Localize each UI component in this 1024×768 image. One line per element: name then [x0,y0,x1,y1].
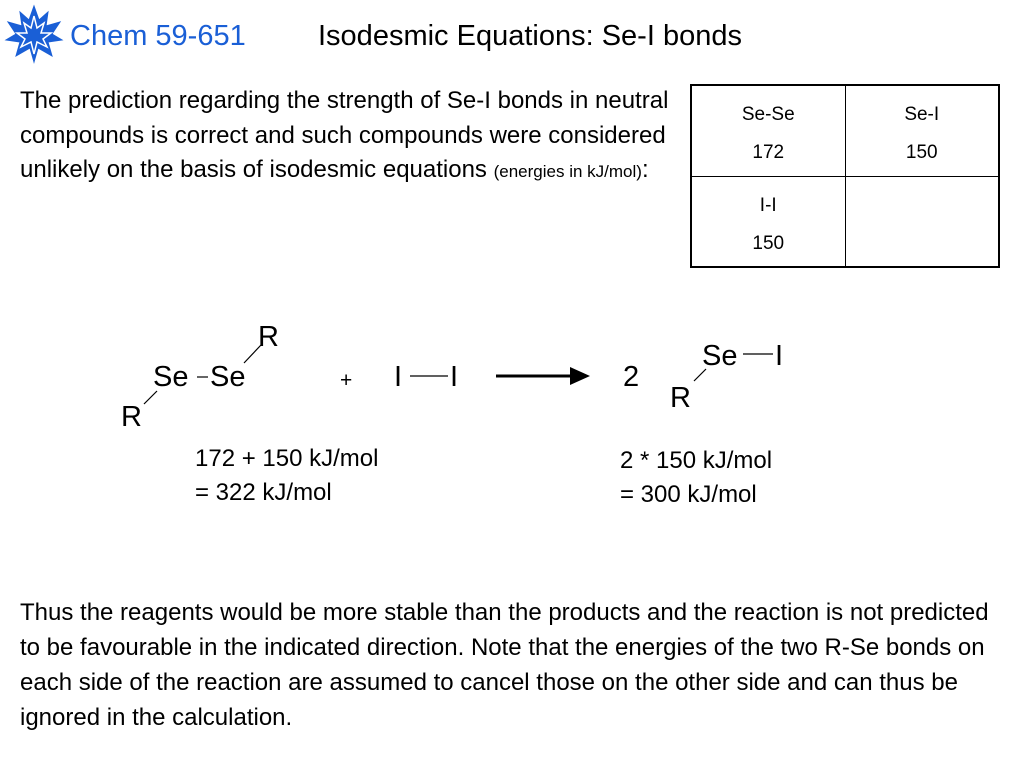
right-energy-sum [620,444,772,512]
left-energy-sum [195,442,378,510]
course-code: Chem 59-651 [70,20,246,52]
atom-i: I [394,361,403,393]
atom-i: I [775,340,784,372]
sum-line: 2 * 150 kJ/mol [620,447,773,474]
conclusion-paragraph: Thus the reagents would be more stable than the products and the reaction is not predicted to be favourable in the indicated direction. Note that the energies of the two R-Se bonds on each side of the reaction are assumed to cancel those on the other side and can thus be ignored in the calculation. [20,599,989,731]
atom-r: R [670,382,691,414]
slide-title: Isodesmic Equations: Se-I bonds [318,20,742,52]
atom-se: Se [153,361,189,393]
atom-r: R [258,321,279,353]
sum-result: = 322 kJ/mol [195,479,332,506]
sum-result: = 300 kJ/mol [620,481,757,508]
atom-se: Se [210,361,246,393]
units-note: (energies in kJ/mol) [493,162,642,181]
plus-sign: + [340,369,353,392]
bond-name: Se-I [904,104,940,125]
intro-text: The prediction regarding the strength of Se-I bonds in neutral compounds is correct and such compounds were considered unlikely on the basis of isodesmic equations [20,87,669,183]
reaction-arrow-head [570,367,590,385]
atom-se: Se [702,340,738,372]
stoichiometric-coefficient: 2 [623,361,640,393]
bond-name: I-I [759,194,777,216]
bond-energy: 150 [752,232,785,254]
atom-i: I [450,361,459,393]
bond-name: Se-Se [741,104,795,125]
bond-energy: 150 [905,142,938,163]
sum-line: 172 + 150 kJ/mol [195,445,379,472]
intro-end: : [641,156,649,183]
atom-r: R [121,401,142,433]
bond-energy: 172 [752,142,785,163]
